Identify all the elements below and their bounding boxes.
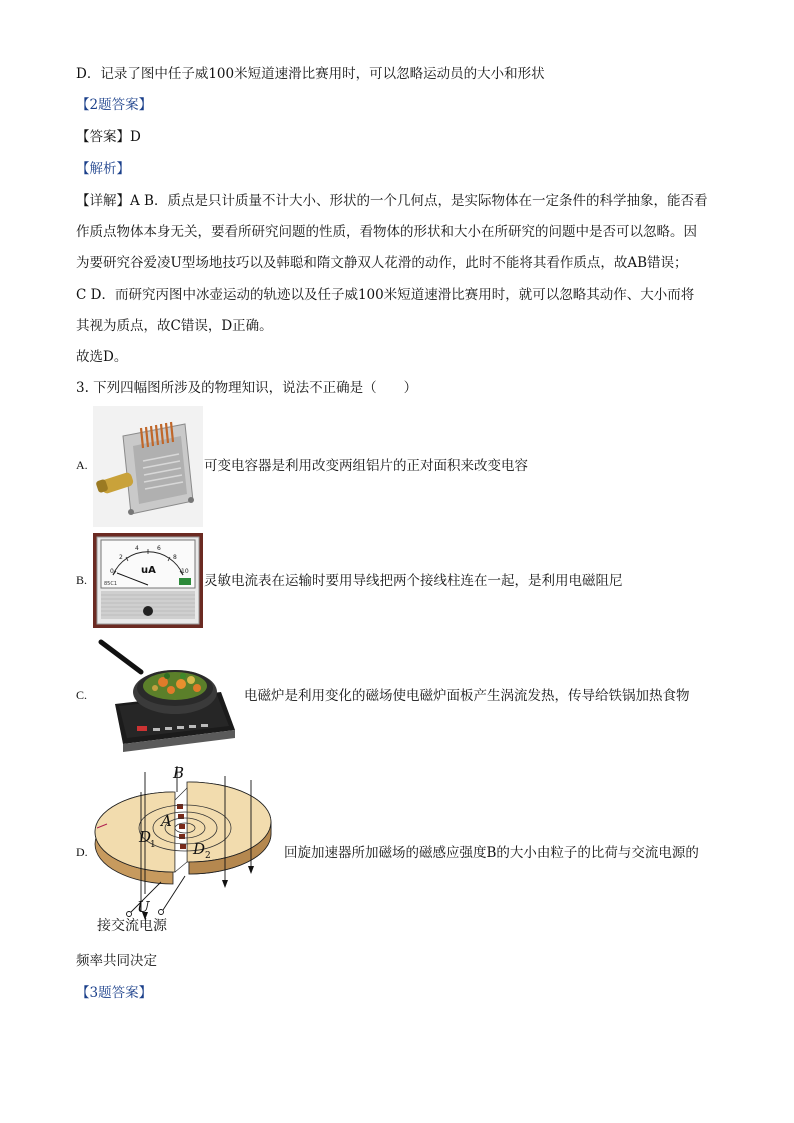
cyclotron-label-d1-sub: 1 <box>150 840 156 850</box>
q2-detail-line: 作质点物体本身无关，要看所研究问题的性质，看物体的形状和大小在所研究的问题中是否可以忽略。因 <box>76 224 697 240</box>
cyclotron-label-d2-sub: 2 <box>205 851 211 861</box>
q2-conclusion: 故选D。 <box>76 349 128 365</box>
meter-brand: 85C1 <box>104 581 118 587</box>
q3-option-c-text: 电磁炉是利用变化的磁场使电磁炉面板产生涡流发热，传导给铁锅加热食物 <box>244 688 690 704</box>
q3-option-b-label: B. <box>76 573 88 587</box>
q2-detail-line: 为要研究谷爱凌U型场地技巧以及韩聪和隋文静双人花滑的动作，此时不能将其看作质点，故AB错误； <box>76 255 688 271</box>
galvanometer-photo <box>93 533 203 628</box>
cyclotron-label-a: A <box>161 812 172 830</box>
q2-analysis-heading: 【解析】 <box>76 161 130 177</box>
variable-capacitor-photo <box>93 406 203 527</box>
q3-option-b-text: 灵敏电流表在运输时要用导线把两个接线柱连在一起，是利用电磁阻尼 <box>204 573 623 589</box>
q2-detail-line: 【详解】A B．质点是只计质量不计大小、形状的一个几何点，是实际物体在一定条件的科学抽象，能否看 <box>76 193 708 209</box>
cyclotron-caption: 接交流电源 <box>97 918 167 934</box>
meter-scale-8: 8 <box>173 554 177 561</box>
meter-scale-2: 2 <box>119 554 123 561</box>
q3-option-c-label: C. <box>76 688 88 702</box>
induction-cooker-photo <box>93 634 243 752</box>
q3-answer-heading: 【3题答案】 <box>76 985 153 1001</box>
q3-option-d-continuation: 频率共同决定 <box>76 953 157 969</box>
q3-stem: 3. 下列四幅图所涉及的物理知识，说法不正确是（ ） <box>76 380 418 396</box>
q3-option-d-label: D. <box>76 845 88 859</box>
meter-scale-0: 0 <box>110 568 114 575</box>
cyclotron-label-u: U <box>137 898 150 916</box>
q2-detail-line: C D．而研究丙图中冰壶运动的轨迹以及任子威100米短道速滑比赛用时，就可以忽略其动作、大小而将 <box>76 287 695 303</box>
meter-unit: uA <box>141 565 156 576</box>
q2-option-d: D．记录了图中任子威100米短道速滑比赛用时，可以忽略运动员的大小和形状 <box>76 66 545 82</box>
q2-detail-line: 其视为质点，故C错误，D正确。 <box>76 318 273 334</box>
cyclotron-label-d1: D <box>139 828 152 846</box>
meter-scale-6: 6 <box>157 545 161 552</box>
q3-option-a-text: 可变电容器是利用改变两组铝片的正对面积来改变电容 <box>204 458 528 474</box>
meter-scale-4: 4 <box>135 545 139 552</box>
q2-answer-heading: 【2题答案】 <box>76 97 153 113</box>
q3-option-d-text: 回旋加速器所加磁场的磁感应强度B的大小由粒子的比荷与交流电源的 <box>284 845 699 861</box>
cyclotron-label-d2: D <box>193 840 206 858</box>
meter-scale-10: 10 <box>181 568 189 575</box>
q2-answer: 【答案】D <box>76 129 141 145</box>
cyclotron-label-b: B <box>173 764 185 782</box>
cyclotron-diagram <box>93 762 283 937</box>
q3-option-a-label: A. <box>76 458 88 472</box>
